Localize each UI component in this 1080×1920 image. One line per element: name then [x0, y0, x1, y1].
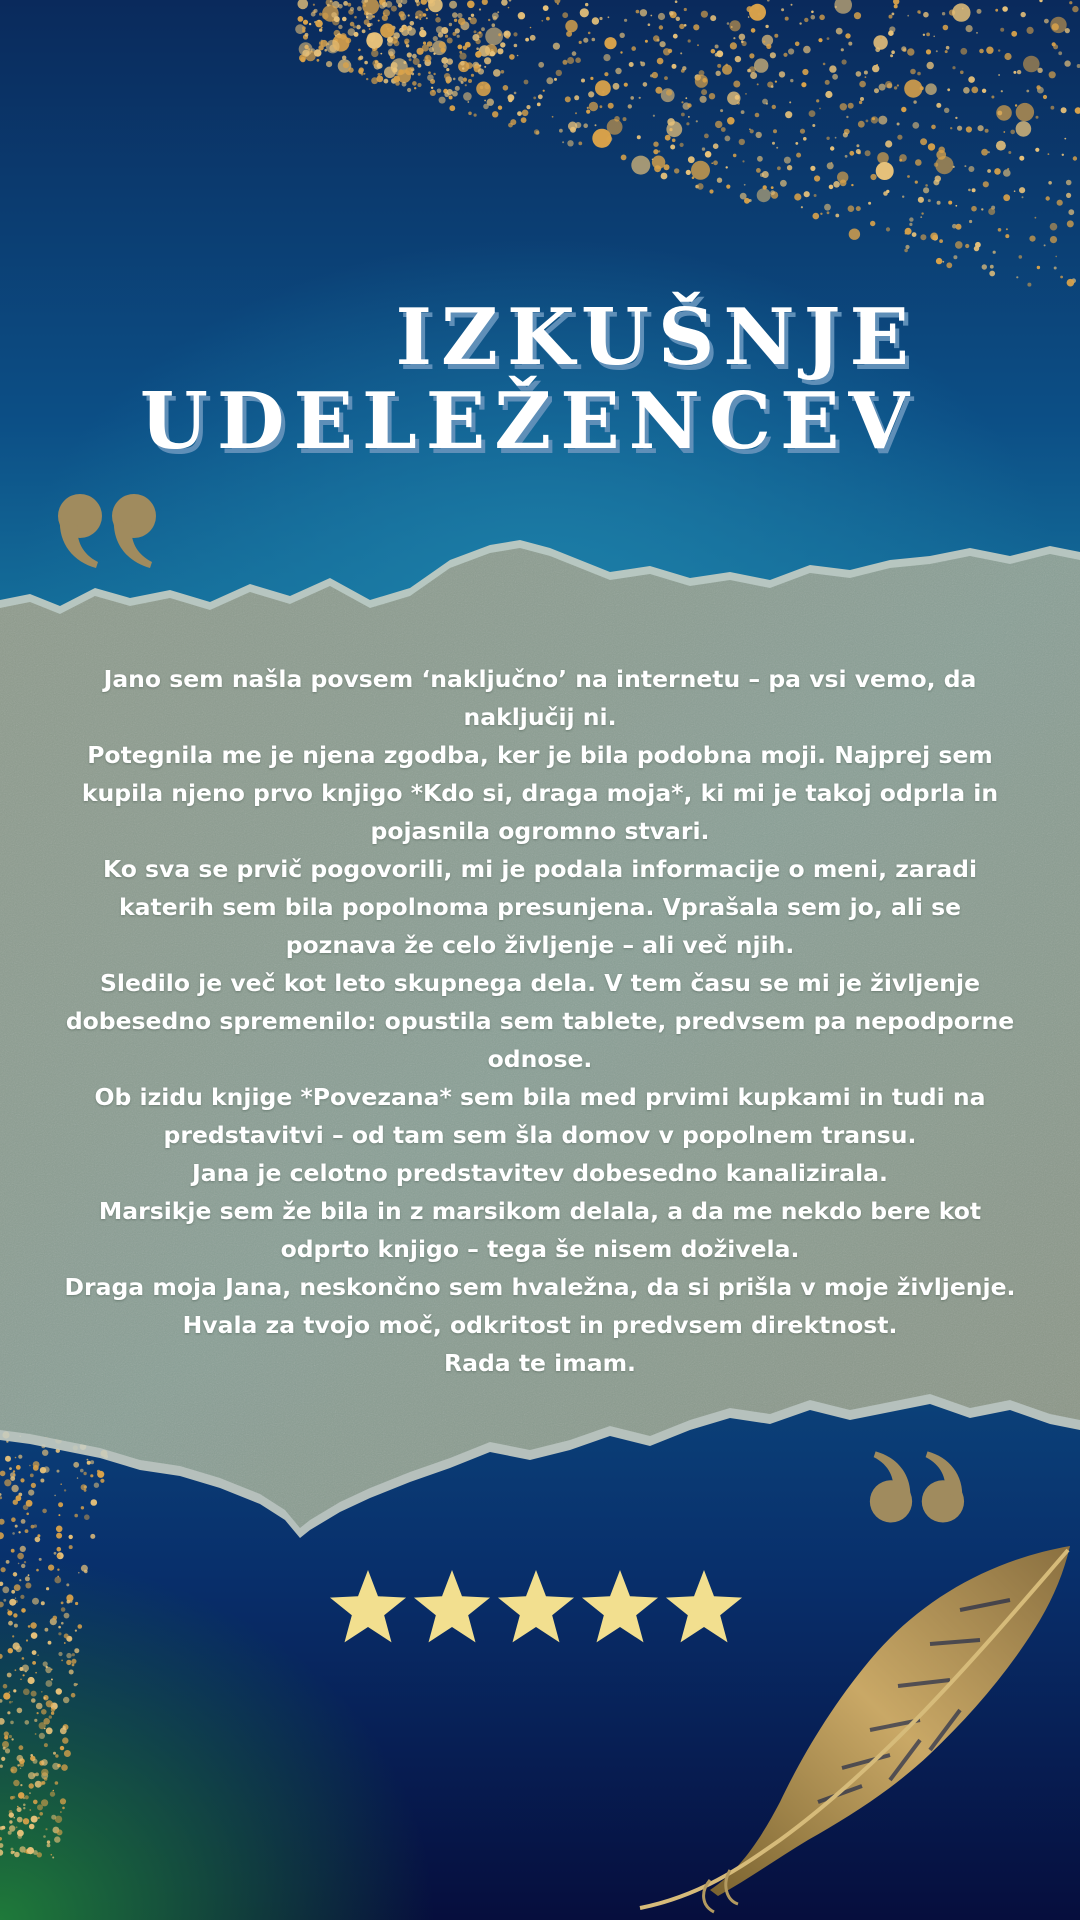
page-title	[18, 292, 918, 467]
testimonial-paragraph: Potegnila me je njena zgodba, ker je bila podobna moji. Najprej sem kupila njeno prvo knjigo *Kdo si, draga moja*, ki mi je takoj odprla in pojasnila ogromno stvari.	[81, 741, 999, 845]
testimonial-paragraph: Jano sem našla povsem ‘naključno’ na internetu – pa vsi vemo, da naključij ni.	[103, 665, 977, 731]
testimonial-paragraph: Hvala za tvojo moč, odkritost in predvsem direktnost.	[182, 1311, 898, 1339]
testimonial-paragraph: Rada te imam.	[444, 1349, 636, 1377]
testimonial-text	[60, 660, 1020, 1382]
feather-icon	[630, 1540, 1080, 1920]
star-icon	[412, 1568, 492, 1648]
closing-quote-icon	[866, 1446, 966, 1526]
title-line-2: UDELEŽENCEV	[139, 376, 918, 467]
title-line-1: IZKUŠNJE	[395, 292, 918, 383]
opening-quote-icon	[56, 492, 160, 572]
testimonial-paragraph: Ob izidu knjige *Povezana* sem bila med prvimi kupkami in tudi na predstavitvi – od tam sem šla domov v popolnem transu.	[94, 1083, 986, 1149]
testimonial-paragraph: Ko sva se prvič pogovorili, mi je podala informacije o meni, zaradi katerih sem bila popolnoma presunjena. Vprašala sem jo, ali se poznava že celo življenje – ali več njih.	[102, 855, 978, 959]
testimonial-paragraph: Sledilo je več kot leto skupnega dela. V tem času se mi je življenje dobesedno spremenilo: opustila sem tablete, predvsem pa nepodporne odnose.	[65, 969, 1015, 1073]
star-icon	[328, 1568, 408, 1648]
testimonial-paragraph: Jana je celotno predstavitev dobesedno kanalizirala.	[192, 1159, 888, 1187]
testimonial-paragraph: Marsikje sem že bila in z marsikom delala, a da me nekdo bere kot odprto knjigo – tega še nisem doživela.	[98, 1197, 982, 1263]
testimonial-paragraph: Draga moja Jana, neskončno sem hvaležna, da si prišla v moje življenje.	[64, 1273, 1016, 1301]
star-icon	[496, 1568, 576, 1648]
